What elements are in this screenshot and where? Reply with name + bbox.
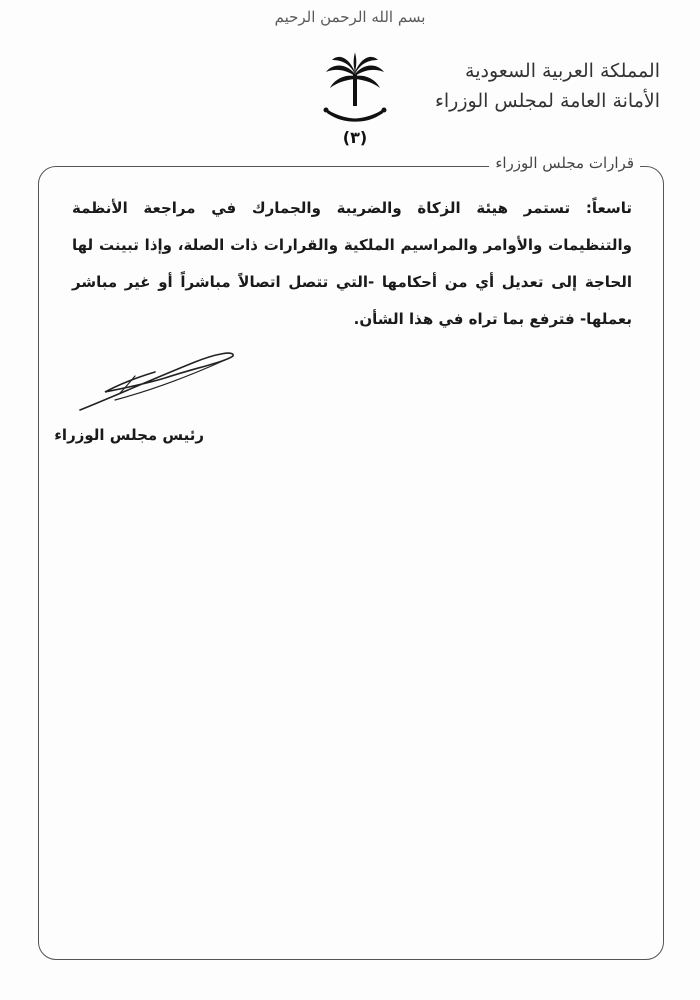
- decision-text: تاسعاً: تستمر هيئة الزكاة والضريبة والجمارك في مراجعة الأنظمة والتنظيمات والأوامر والمراسيم الملكية والقرارات ذات الصلة، وإذا تبينت لها الحاجة إلى تعديل أي من أحكامها -التي تتصل اتصالاً مباشراً أو غير مباشر بعملها- فترفع بما تراه في هذا الشأن.: [72, 199, 632, 328]
- signer-title: رئيس مجلس الوزراء: [54, 426, 204, 444]
- saudi-emblem-icon: [320, 52, 390, 132]
- secretariat-name: الأمانة العامة لمجلس الوزراء: [434, 90, 660, 112]
- handwritten-signature-icon: [75, 348, 245, 418]
- kingdom-name: المملكة العربية السعودية: [465, 60, 660, 82]
- letterhead: [434, 56, 660, 116]
- page-number: (٣): [342, 128, 368, 147]
- basmala-header: بسم الله الرحمن الرحيم: [274, 8, 426, 26]
- frame-label: قرارات مجلس الوزراء: [489, 154, 640, 172]
